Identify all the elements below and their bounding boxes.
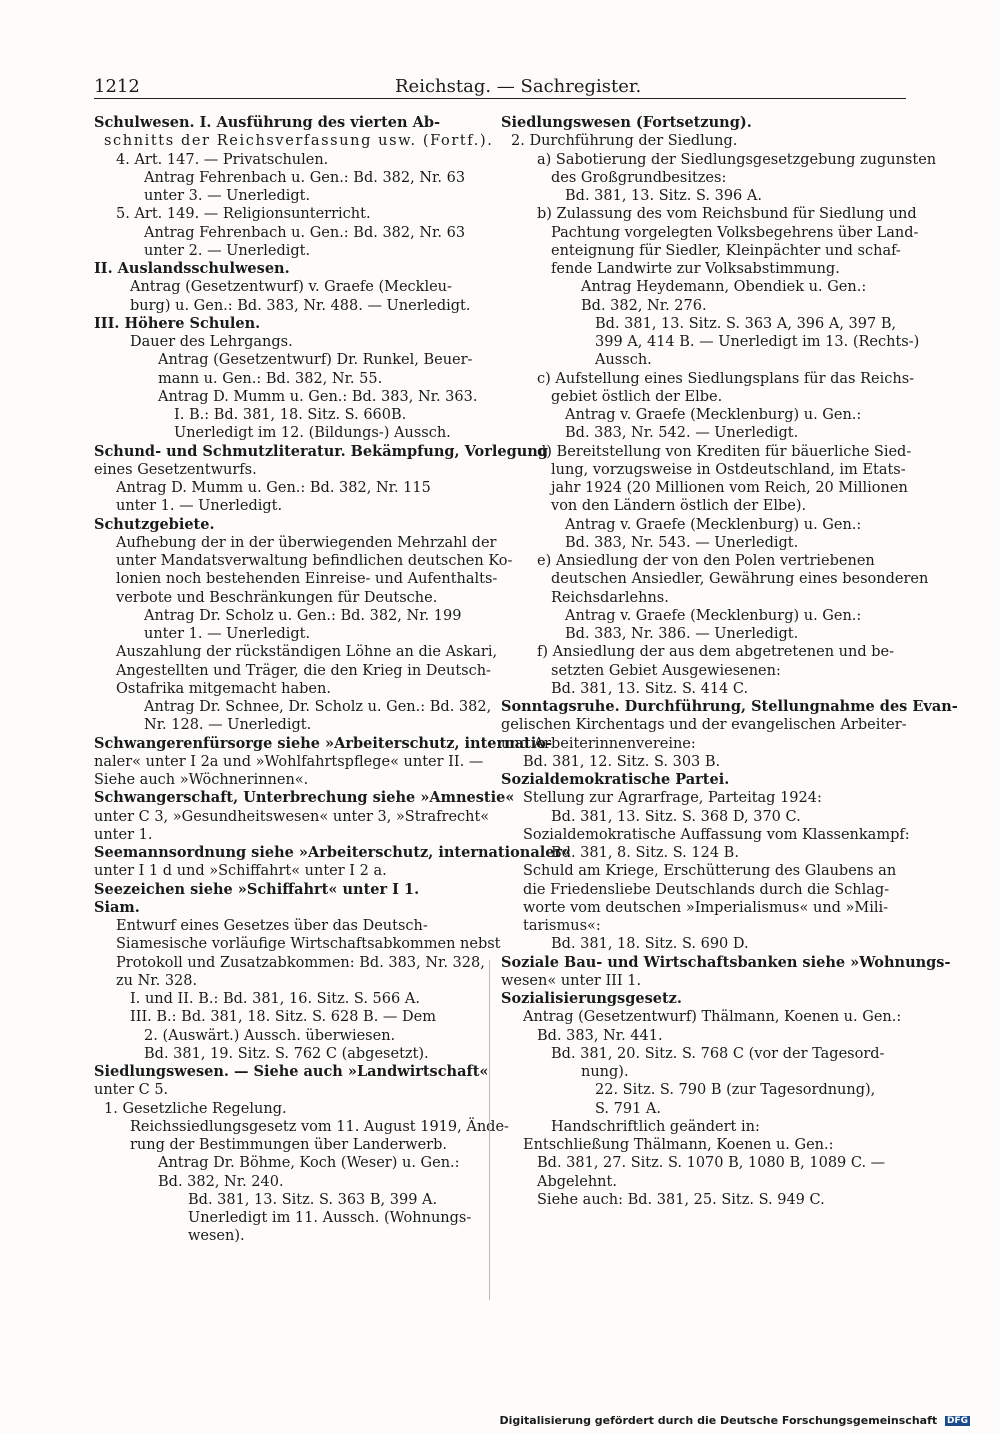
left-column-line: Siam.: [94, 898, 140, 916]
right-column-line: Stellung zur Agrarfrage, Parteitag 1924:: [523, 790, 822, 807]
right-column-line: setzten Gebiet Ausgewiesenen:: [551, 662, 781, 679]
right-column-line: lung, vorzugsweise in Ostdeutschland, im Etats-: [551, 461, 906, 478]
right-column-line: Bd. 381, 20. Sitz. S. 768 C (vor der Tagesord-: [551, 1045, 885, 1062]
left-column-line: 2. (Auswärt.) Aussch. überwiesen.: [144, 1027, 396, 1044]
left-column-line: Bd. 381, 19. Sitz. S. 762 C (abgesetzt).: [144, 1045, 429, 1062]
left-column-line: Schutzgebiete.: [94, 515, 215, 533]
column-divider: [489, 960, 490, 1300]
left-column-line: unter 2. — Unerledigt.: [144, 242, 311, 259]
left-column-line: unter C 5.: [94, 1082, 169, 1099]
right-column-line: Antrag v. Graefe (Mecklenburg) u. Gen.:: [565, 516, 862, 533]
left-column-line: schnitts der Reichsverfassung usw. (Fortf.).: [104, 133, 494, 150]
left-column-line: unter C 3, »Gesundheitswesen« unter 3, »Strafrecht«: [94, 808, 490, 825]
right-column-line: 399 A, 414 B. — Unerledigt im 13. (Rechts-): [595, 334, 920, 350]
left-column-line: unter I 1 d und »Schiffahrt« unter I 2 a.: [94, 863, 387, 880]
left-column-line: verbote und Beschränkungen für Deutsche.: [116, 589, 438, 606]
left-column-line: Siamesische vorläufige Wirtschaftsabkommen nebst: [116, 936, 501, 953]
right-column-line: Entschließung Thälmann, Koenen u. Gen.:: [523, 1137, 834, 1153]
right-column-line: jahr 1924 (20 Millionen vom Reich, 20 Millionen: [551, 480, 908, 496]
left-column-line: wesen).: [188, 1228, 245, 1245]
right-column-line: Antrag Heydemann, Obendiek u. Gen.:: [581, 279, 867, 296]
left-column-line: Bd. 381, 13. Sitz. S. 363 B, 399 A.: [188, 1191, 438, 1208]
right-column-line: Bd. 381, 12. Sitz. S. 303 B.: [523, 753, 721, 770]
left-column-line: Siehe auch »Wöchnerinnen«.: [94, 772, 309, 788]
right-column-line: Antrag (Gesetzentwurf) Thälmann, Koenen u. Gen.:: [523, 1009, 902, 1026]
right-column-line: die Friedensliebe Deutschlands durch die Schlag-: [523, 881, 890, 898]
left-column-line: Nr. 128. — Unerledigt.: [144, 717, 312, 734]
right-column-line: wesen« unter III 1.: [501, 972, 642, 989]
right-column-line: gelischen Kirchentags und der evangelischen Arbeiter-: [501, 717, 907, 734]
right-column-line: a) Sabotierung der Siedlungsgesetzgebung zugunsten: [537, 151, 937, 168]
left-column-line: zu Nr. 328.: [116, 972, 198, 989]
left-column-line: Antrag Dr. Böhme, Koch (Weser) u. Gen.:: [158, 1155, 460, 1172]
right-column-line: Antrag v. Graefe (Mecklenburg) u. Gen.:: [565, 407, 862, 423]
left-column-line: Antrag Fehrenbach u. Gen.: Bd. 382, Nr. 63: [144, 224, 466, 241]
right-column-line: Bd. 383, Nr. 543. — Unerledigt.: [565, 534, 799, 551]
right-column-line: S. 791 A.: [595, 1100, 662, 1117]
left-column-line: rung der Bestimmungen über Landerwerb.: [130, 1137, 447, 1153]
right-column-line: Bd. 381, 13. Sitz. S. 363 A, 396 A, 397 B,: [595, 315, 897, 332]
right-column-line: und Arbeiterinnenvereine:: [501, 735, 696, 752]
left-column-line: I. und II. B.: Bd. 381, 16. Sitz. S. 566 A.: [130, 991, 420, 1007]
page-number: 1212: [94, 76, 140, 97]
left-column-line: Antrag D. Mumm u. Gen.: Bd. 382, Nr. 115: [116, 480, 431, 496]
left-column-line: Protokoll und Zusatzabkommen: Bd. 383, Nr. 328,: [116, 954, 485, 971]
right-column-line: nung).: [581, 1064, 629, 1080]
right-column-line: Sozialisierungsgesetz.: [501, 990, 682, 1007]
right-column-line: 22. Sitz. S. 790 B (zur Tagesordnung),: [595, 1082, 876, 1099]
right-column: [501, 114, 958, 1209]
right-column-line: Bd. 382, Nr. 276.: [581, 297, 707, 314]
right-column-line: gebiet östlich der Elbe.: [551, 388, 723, 405]
left-column-line: unter 1.: [94, 826, 153, 843]
left-column-line: Reichssiedlungsgesetz vom 11. August 1919, Ände-: [130, 1118, 509, 1135]
right-column-line: Bd. 381, 13. Sitz. S. 368 D, 370 C.: [551, 808, 801, 825]
right-column-line: worte vom deutschen »Imperialismus« und »Mili-: [523, 899, 889, 916]
right-column-line: Bd. 381, 13. Sitz. S. 396 A.: [565, 188, 762, 204]
right-column-line: Bd. 381, 27. Sitz. S. 1070 B, 1080 B, 1089 C. —: [537, 1155, 886, 1172]
left-column-line: I. B.: Bd. 381, 18. Sitz. S. 660B.: [174, 407, 407, 423]
right-column-line: Schuld am Kriege, Erschütterung des Glaubens an: [523, 863, 897, 880]
footer-note: Digitalisierung gefördert durch die Deutsche Forschungsgemeinschaft: [499, 1414, 938, 1427]
left-column-line: Antrag (Gesetzentwurf) Dr. Runkel, Beuer-: [158, 352, 473, 369]
right-column-line: von den Ländern östlich der Elbe).: [551, 498, 807, 515]
left-column-line: 1. Gesetzliche Regelung.: [104, 1100, 287, 1117]
left-column-line: 5. Art. 149. — Religionsunterricht.: [116, 206, 371, 223]
right-column-line: des Großgrundbesitzes:: [551, 169, 727, 186]
left-column-line: III. Höhere Schulen.: [94, 314, 261, 332]
left-column-line: unter 1. — Unerledigt.: [144, 626, 311, 642]
left-column-line: 4. Art. 147. — Privatschulen.: [116, 151, 329, 168]
left-column-line: Entwurf eines Gesetzes über das Deutsch-: [116, 918, 428, 934]
right-column-line: Sonntagsruhe. Durchführung, Stellungnahme des Evan-: [501, 698, 958, 715]
left-column-line: Schulwesen. I. Ausführung des vierten Ab-: [94, 114, 440, 131]
left-column-line: Auszahlung der rückständigen Löhne an die Askari,: [116, 644, 498, 661]
left-column-line: Antrag Fehrenbach u. Gen.: Bd. 382, Nr. 63: [144, 169, 466, 186]
left-column-line: Antrag D. Mumm u. Gen.: Bd. 383, Nr. 363.: [158, 388, 478, 405]
left-column-line: burg) u. Gen.: Bd. 383, Nr. 488. — Unerledigt.: [130, 297, 471, 314]
right-column-line: Handschriftlich geändert in:: [551, 1118, 760, 1135]
left-column-line: Unerledigt im 12. (Bildungs-) Aussch.: [174, 425, 451, 442]
left-column-line: mann u. Gen.: Bd. 382, Nr. 55.: [158, 370, 383, 387]
right-column-line: enteignung für Siedler, Kleinpächter und schaf-: [551, 242, 901, 259]
left-column-line: eines Gesetzentwurfs.: [94, 461, 257, 478]
header-rule: [94, 98, 906, 99]
left-column-line: Schwangerschaft, Unterbrechung siehe »Amnestie«: [94, 789, 515, 807]
right-column-line: 2. Durchführung der Siedlung.: [511, 133, 738, 150]
right-column-line: Siehe auch: Bd. 381, 25. Sitz. S. 949 C.: [537, 1191, 825, 1208]
left-column-line: Antrag (Gesetzentwurf) v. Graefe (Meckleu-: [130, 279, 452, 296]
right-column-line: Soziale Bau- und Wirtschaftsbanken siehe »Wohnungs-: [501, 953, 951, 971]
left-column-line: Ostafrika mitgemacht haben.: [116, 680, 331, 697]
right-column-line: Bd. 381, 8. Sitz. S. 124 B.: [551, 845, 739, 861]
left-column-line: Bd. 382, Nr. 240.: [158, 1173, 284, 1190]
left-column-line: Aufhebung der in der überwiegenden Mehrzahl der: [116, 534, 497, 551]
left-column-line: Unerledigt im 11. Aussch. (Wohnungs-: [188, 1210, 472, 1226]
right-column-line: Siedlungswesen (Fortsetzung).: [501, 114, 752, 131]
left-column-line: Antrag Dr. Scholz u. Gen.: Bd. 382, Nr. 199: [144, 607, 462, 624]
right-column-line: Bd. 383, Nr. 542. — Unerledigt.: [565, 425, 799, 442]
digitization-footer: [499, 1414, 970, 1427]
dfg-logo: DFG: [946, 1416, 968, 1426]
left-column-line: Angestellten und Träger, die den Krieg in Deutsch-: [116, 662, 491, 679]
right-column-line: Abgelehnt.: [537, 1173, 617, 1190]
left-column-line: Dauer des Lehrgangs.: [130, 334, 293, 350]
right-column-line: Bd. 383, Nr. 441.: [537, 1027, 663, 1044]
right-column-line: tarismus«:: [523, 918, 601, 934]
right-column-line: e) Ansiedlung der von den Polen vertriebenen: [537, 553, 875, 569]
right-column-line: fende Landwirte zur Volksabstimmung.: [551, 261, 840, 277]
left-column-line: Schwangerenfürsorge siehe »Arbeiterschutz, internatio-: [94, 734, 552, 752]
left-column-line: Schund- und Schmutzliteratur. Bekämpfung, Vorlegung: [94, 442, 548, 460]
right-column-line: f) Ansiedlung der aus dem abgetretenen und be-: [537, 644, 894, 661]
left-column-line: II. Auslandsschulwesen.: [94, 260, 290, 277]
left-column-line: Seemannsordnung siehe »Arbeiterschutz, internationaler«: [94, 844, 572, 861]
left-column-line: Seezeichen siehe »Schiffahrt« unter I 1.: [94, 880, 420, 898]
right-column-line: Bd. 383, Nr. 386. — Unerledigt.: [565, 626, 799, 642]
left-column-line: naler« unter I 2a und »Wohlfahrtspflege« unter II. —: [94, 753, 484, 770]
left-column-line: unter 1. — Unerledigt.: [116, 498, 283, 515]
right-column-line: Sozialdemokratische Partei.: [501, 771, 730, 788]
right-column-line: Bd. 381, 13. Sitz. S. 414 C.: [551, 680, 749, 697]
right-column-line: Sozialdemokratische Auffassung vom Klassenkampf:: [523, 826, 910, 843]
left-column-line: Antrag Dr. Schnee, Dr. Scholz u. Gen.: Bd. 382,: [144, 699, 492, 715]
right-column-line: deutschen Ansiedler, Gewährung eines besonderen: [551, 571, 929, 588]
right-column-line: b) Zulassung des vom Reichsbund für Siedlung und: [537, 206, 917, 223]
right-column-line: Aussch.: [595, 352, 652, 369]
running-head: Reichstag. — Sachregister.: [395, 76, 642, 97]
left-column-line: Siedlungswesen. — Siehe auch »Landwirtschaft«: [94, 1063, 489, 1080]
left-column-line: unter 3. — Unerledigt.: [144, 188, 311, 204]
right-column-line: Bd. 381, 18. Sitz. S. 690 D.: [551, 936, 749, 953]
left-column-line: III. B.: Bd. 381, 18. Sitz. S. 628 B. — Dem: [130, 1009, 436, 1026]
right-column-line: Antrag v. Graefe (Mecklenburg) u. Gen.:: [565, 607, 862, 624]
right-column-line: Pachtung vorgelegten Volksbegehrens über Land-: [551, 224, 919, 241]
right-column-line: d) Bereitstellung von Krediten für bäuerliche Sied-: [537, 443, 912, 460]
right-column-line: Reichsdarlehns.: [551, 589, 669, 606]
left-column-line: unter Mandatsverwaltung befindlichen deutschen Ko-: [116, 553, 513, 569]
left-column-line: lonien noch bestehenden Einreise- und Aufenthalts-: [116, 571, 498, 588]
right-column-line: c) Aufstellung eines Siedlungsplans für das Reichs-: [537, 370, 915, 387]
